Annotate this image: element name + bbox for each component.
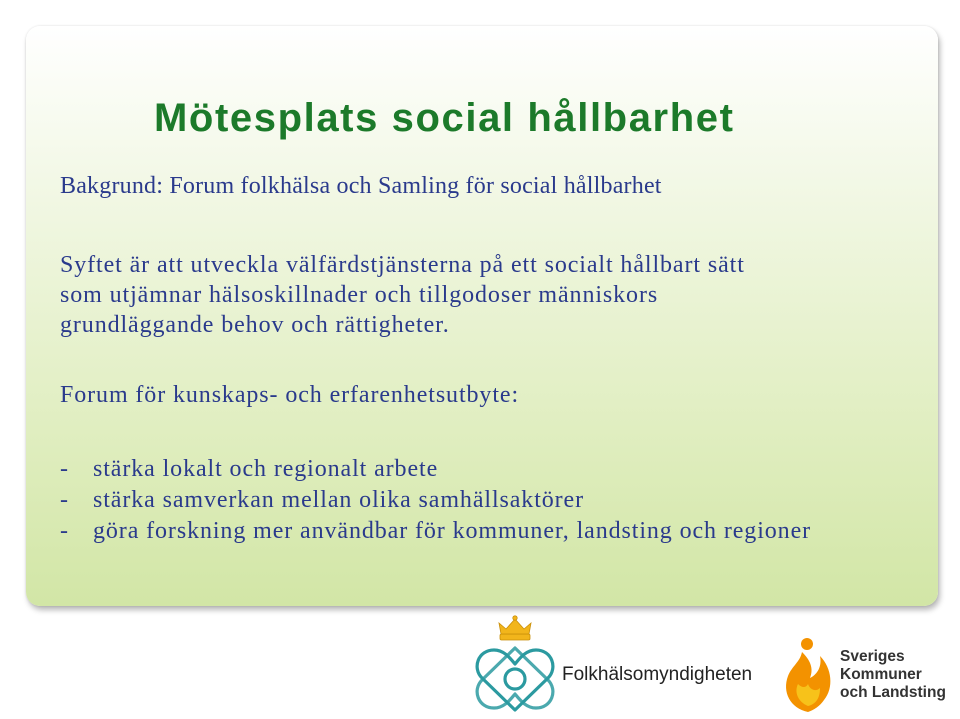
bullet-marker: - xyxy=(60,456,69,482)
skl-name-line: Sveriges xyxy=(840,648,905,665)
skl-name xyxy=(840,648,946,702)
list-item xyxy=(60,454,853,485)
purpose-line: som utjämnar hälsoskillnader och tillgodoser människors xyxy=(60,282,659,308)
bullet-text: stärka samverkan mellan olika samhällsaktörer xyxy=(93,487,585,513)
folkhalsomyndigheten-logo xyxy=(470,614,760,714)
list-item xyxy=(60,516,853,547)
forum-intro: Forum för kunskaps- och erfarenhetsutbyte: xyxy=(60,382,520,408)
folkhalsomyndigheten-name: Folkhälsomyndigheten xyxy=(562,664,753,685)
skl-logo xyxy=(780,636,950,714)
bullet-text: göra forskning mer användbar för kommuner, landsting och regioner xyxy=(93,518,812,544)
flame-figure-icon xyxy=(780,636,836,714)
skl-name-line: och Landsting xyxy=(840,684,946,701)
purpose-line: Syftet är att utveckla välfärdstjänsterna på ett socialt hållbart sätt xyxy=(60,252,745,278)
purpose-line: grundläggande behov och rättigheter. xyxy=(60,312,450,338)
bullet-marker: - xyxy=(60,487,69,513)
crown-heart-knot-icon xyxy=(470,614,560,714)
bullet-text: stärka lokalt och regionalt arbete xyxy=(93,456,439,482)
slide-title: Mötesplats social hållbarhet xyxy=(154,96,735,140)
background-text: Bakgrund: Forum folkhälsa och Samling för social hållbarhet xyxy=(60,173,662,199)
list-item xyxy=(60,485,853,516)
purpose-paragraph xyxy=(60,250,745,340)
skl-name-line: Kommuner xyxy=(840,666,922,683)
bullet-list xyxy=(60,454,853,547)
bullet-marker: - xyxy=(60,518,69,544)
